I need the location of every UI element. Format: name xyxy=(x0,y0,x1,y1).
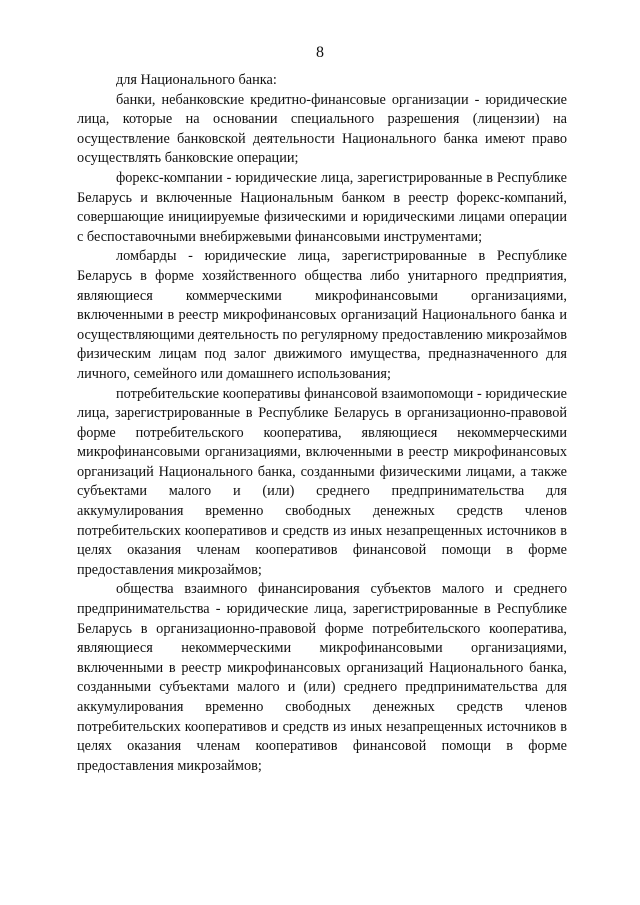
page-number: 8 xyxy=(316,44,324,61)
paragraph-mutual-financing: общества взаимного финансирования субъектов малого и среднего предпринимательства - юридические лица, зарегистрированные в Республике Беларусь в организационно-правовой форме потребительского кооператива, являющиеся некоммерческими микрофинансовыми организациями, включенными в реестр микрофинансовых организаций Национального банка, созданными субъектами малого и (или) среднего предпринимательства для аккумулирования временно свободных денежных средств членов потребительских кооперативов и средств из иных незапрещенных источников в целях оказания членам кооперативов финансовой помощи в форме предоставления микрозаймов; xyxy=(77,581,567,774)
paragraph-pawnshops: ломбарды - юридические лица, зарегистрированные в Республике Беларусь в форме хозяйственного общества либо унитарного предприятия, являющиеся коммерческими микрофинансовыми организациями, включенными в реестр микрофинансовых организаций Национального банка и осуществляющими деятельность по регулярному предоставлению микрозаймов физическим лицам под залог движимого имущества, предназначенного для личного, семейного или домашнего использования; xyxy=(77,248,567,382)
document-body xyxy=(77,71,567,776)
paragraph-consumer-cooperatives: потребительские кооперативы финансовой взаимопомощи - юридические лица, зарегистрированные в Республике Беларусь в организационно-правовой форме потребительского кооператива, являющиеся некоммерческими микрофинансовыми организациями, включенными в реестр микрофинансовых организаций Национального банка, созданными физическими лицами, а также субъектами малого и (или) среднего предпринимательства для аккумулирования временно свободных денежных средств членов потребительских кооперативов и средств из иных незапрещенных источников в целях оказания членам кооперативов финансовой помощи в форме предоставления микрозаймов; xyxy=(77,385,567,578)
paragraph-forex: форекс-компании - юридические лица, зарегистрированные в Республике Беларусь и включенные Национальным банком в реестр форекс-компаний, совершающие инициируемые физическими и юридическими лицами операции с беспоставочными внебиржевыми финансовыми инструментами; xyxy=(77,169,567,245)
paragraph-intro: для Национального банка: xyxy=(116,72,277,88)
paragraph-banks: банки, небанковские кредитно-финансовые организации - юридические лица, которые на основании специального разрешения (лицензии) на осуществление банковской деятельности Национального банка имеют право осуществлять банковские операции; xyxy=(77,91,567,167)
